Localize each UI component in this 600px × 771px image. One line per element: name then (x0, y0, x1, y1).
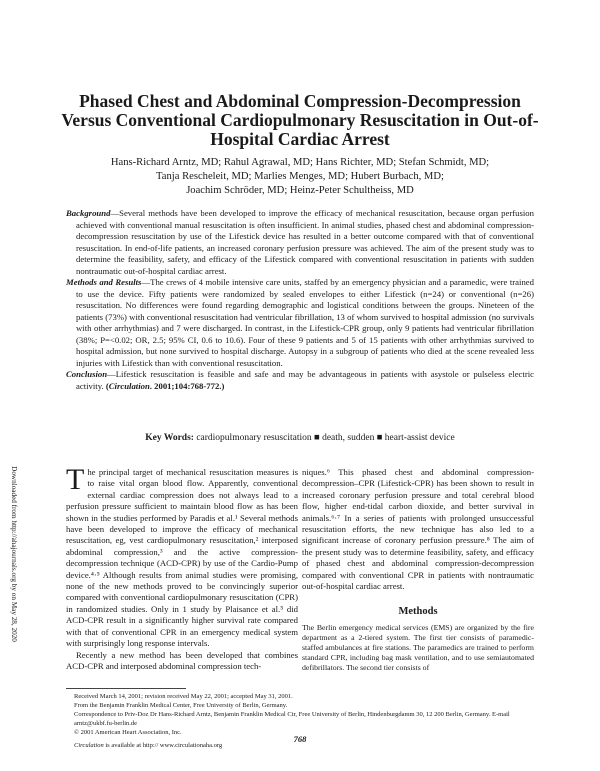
body-column-left (66, 463, 298, 672)
abstract-conclusion (66, 369, 534, 392)
download-note: Downloaded from http://ahajournals.org by on May 28, 2020 (10, 466, 18, 642)
abstract-background (66, 208, 534, 277)
intro-text: he principal target of mechanical resuscitation measures is to raise vital organ blood flow. Apparently, conventional external cardiac compression does not always lead to a perfusion pressure sufficient to maintain blood flow as has been shown in the studies performed by Paradis et al.¹ Several methods have been developed to improve the efficacy of mechanical resuscitation, eg, vest cardiopulmonary resuscitation,² interposed abdominal compression,³ and the active compression-decompression technique (ACD-CPR) by use of the Cardio-Pump device.⁴·⁵ Although results from animal studies were promising, none of the new methods proved to be convincingly superior compared with conventional cardiopulmonary resuscitation (CPR) in randomized studies. Only in 1 study by Plaisance et al.⁵ did ACD-CPR result in a significantly higher survival rate compared with that of conventional CPR in an emergency medical system with surprisingly long response intervals. (66, 467, 298, 649)
author-list (60, 156, 540, 198)
keywords (66, 433, 534, 443)
background-label: Background (66, 208, 111, 218)
page-number: 768 (293, 734, 307, 744)
intro-paragraph (66, 463, 298, 650)
footnote-correspondence: Correspondence to Priv-Doz Dr Hans-Richard Arntz, Benjamin Franklin Medical Ctr, Free University of Berlin, Hindenburgdamm 30, 12 200 Berlin, Germany. E-mail arntz@ukbf.fu-berlin.de (74, 711, 510, 727)
footnote-affiliation: From the Benjamin Franklin Medical Center, Free University of Berlin, Germany. (74, 702, 288, 709)
conclusion-label: Conclusion (66, 369, 108, 379)
body-paragraph: niques.⁶ This phased chest and abdominal compression-decompression–CPR (Lifestick-CPR) has been shown to result in increased coronary perfusion pressure and total cerebral blood flow, higher end-tidal carbon dioxide, and better survival in animals.⁶·⁷ In a series of patients with prolonged unsuccessful resuscitation efforts, the new technique has also led to a significant increase of coronary perfusion pressure.⁸ The aim of the present study was to determine feasibility, safety, and efficacy of phased chest and abdominal compression-decompression compared with conventional CPR in patients with nontraumatic out-of-hospital cardiac arrest. (302, 467, 534, 592)
conclusion-text: —Lifestick resuscitation is feasible and safe and may be advantageous in patients with asystole or pulseless electric activity. (76, 369, 534, 391)
footnote-received: Received March 14, 2001; revision received May 22, 2001; accepted May 31, 2001. (74, 693, 293, 700)
author-line: Hans-Richard Arntz, MD; Rahul Agrawal, MD; Hans Richter, MD; Stefan Schmidt, MD; (110, 157, 490, 168)
keywords-text: cardiopulmonary resuscitation ■ death, sudden ■ heart-assist device (196, 433, 455, 443)
availability-text: is available at http:// www.circulationaha.org (103, 742, 223, 749)
article-title: Phased Chest and Abdominal Compression-Decompression Versus Conventional Cardiopulmonary Resuscitation in Out-of-Hospital Cardiac Arrest (61, 91, 539, 149)
body-paragraph: Recently a new method has been developed that combines ACD-CPR and interposed abdominal compression tech- (66, 649, 298, 671)
abstract (66, 208, 534, 392)
citation-ref: . 2001;104:768-772. (149, 380, 222, 391)
availability-journal: Circulation (74, 742, 104, 749)
author-line: Tanja Rescheleit, MD; Marlies Menges, MD; Hubert Burbach, MD; (156, 171, 444, 182)
methods-paragraph: The Berlin emergency medical services (EMS) are organized by the fire department as a 2-tiered system. The first tier consists of paramedic-staffed ambulances at fire stations. The paramedics are trained to perform standard CPR, including bag mask ventilation, and to use semiautomated defibrillators. The second tier consists of (302, 622, 534, 672)
footnote-copyright: © 2001 American Heart Association, Inc. (74, 729, 182, 736)
body-column-right (302, 467, 534, 673)
keywords-label: Key Words: (145, 433, 194, 443)
abstract-methods (66, 277, 534, 369)
download-watermark (6, 466, 22, 650)
footnote-divider (66, 688, 186, 689)
citation: (Circulation. 2001;104:768-772.) (105, 380, 225, 391)
methods-results-text: —The crews of 4 mobile intensive care units, staffed by an emergency physician and a paramedic, were trained to use the device. Fifty patients were randomized by sealed envelopes to either Lifestick (n=24) or conventional (n=26) resuscitation. No differences were found regarding demographic and logistical conditions between the groups. Nineteen of the patients (73%) with conventional resuscitation had ventricular fibrillation, 13 of whom survived to hospital admission (no survivals with other arrhythmias) and 7 were discharged. In contrast, in the Lifestick-CPR group, only 9 patients had ventricular fibrillation (38%; P=<0.02; OR, 2.5; 95% CI, 0.6 to 10.6). Four of these 9 patients and 5 of 15 patients with other arrhythmias survived to hospital admission, but none survived to hospital discharge. Autopsy in a subgroup of patients who died at the scene revealed less injuries with Lifestick than with conventional resuscitation. (76, 277, 534, 368)
methods-results-label: Methods and Results (66, 277, 142, 287)
citation-journal: Circulation (108, 380, 150, 391)
methods-heading: Methods (398, 606, 438, 618)
drop-cap: T (66, 463, 85, 496)
background-text: —Several methods have been developed to improve the efficacy of mechanical resuscitation, because organ perfusion achieved with conventional manual resuscitation is often insufficient. In animal studies, phased chest and abdominal compression-decompression resuscitation by use of the Lifestick device has resulted in a better outcome compared with that of conventional resuscitation. In end-of-life patients, an increased coronary perfusion pressure was achieved. The aim of the present study was to determine the feasibility, safety, and efficacy of the Lifestick compared with conventional resuscitation in patients with sudden nontraumatic out-of-hospital cardiac arrest. (76, 208, 534, 276)
author-line: Joachim Schröder, MD; Heinz-Peter Schultheiss, MD (186, 185, 414, 196)
